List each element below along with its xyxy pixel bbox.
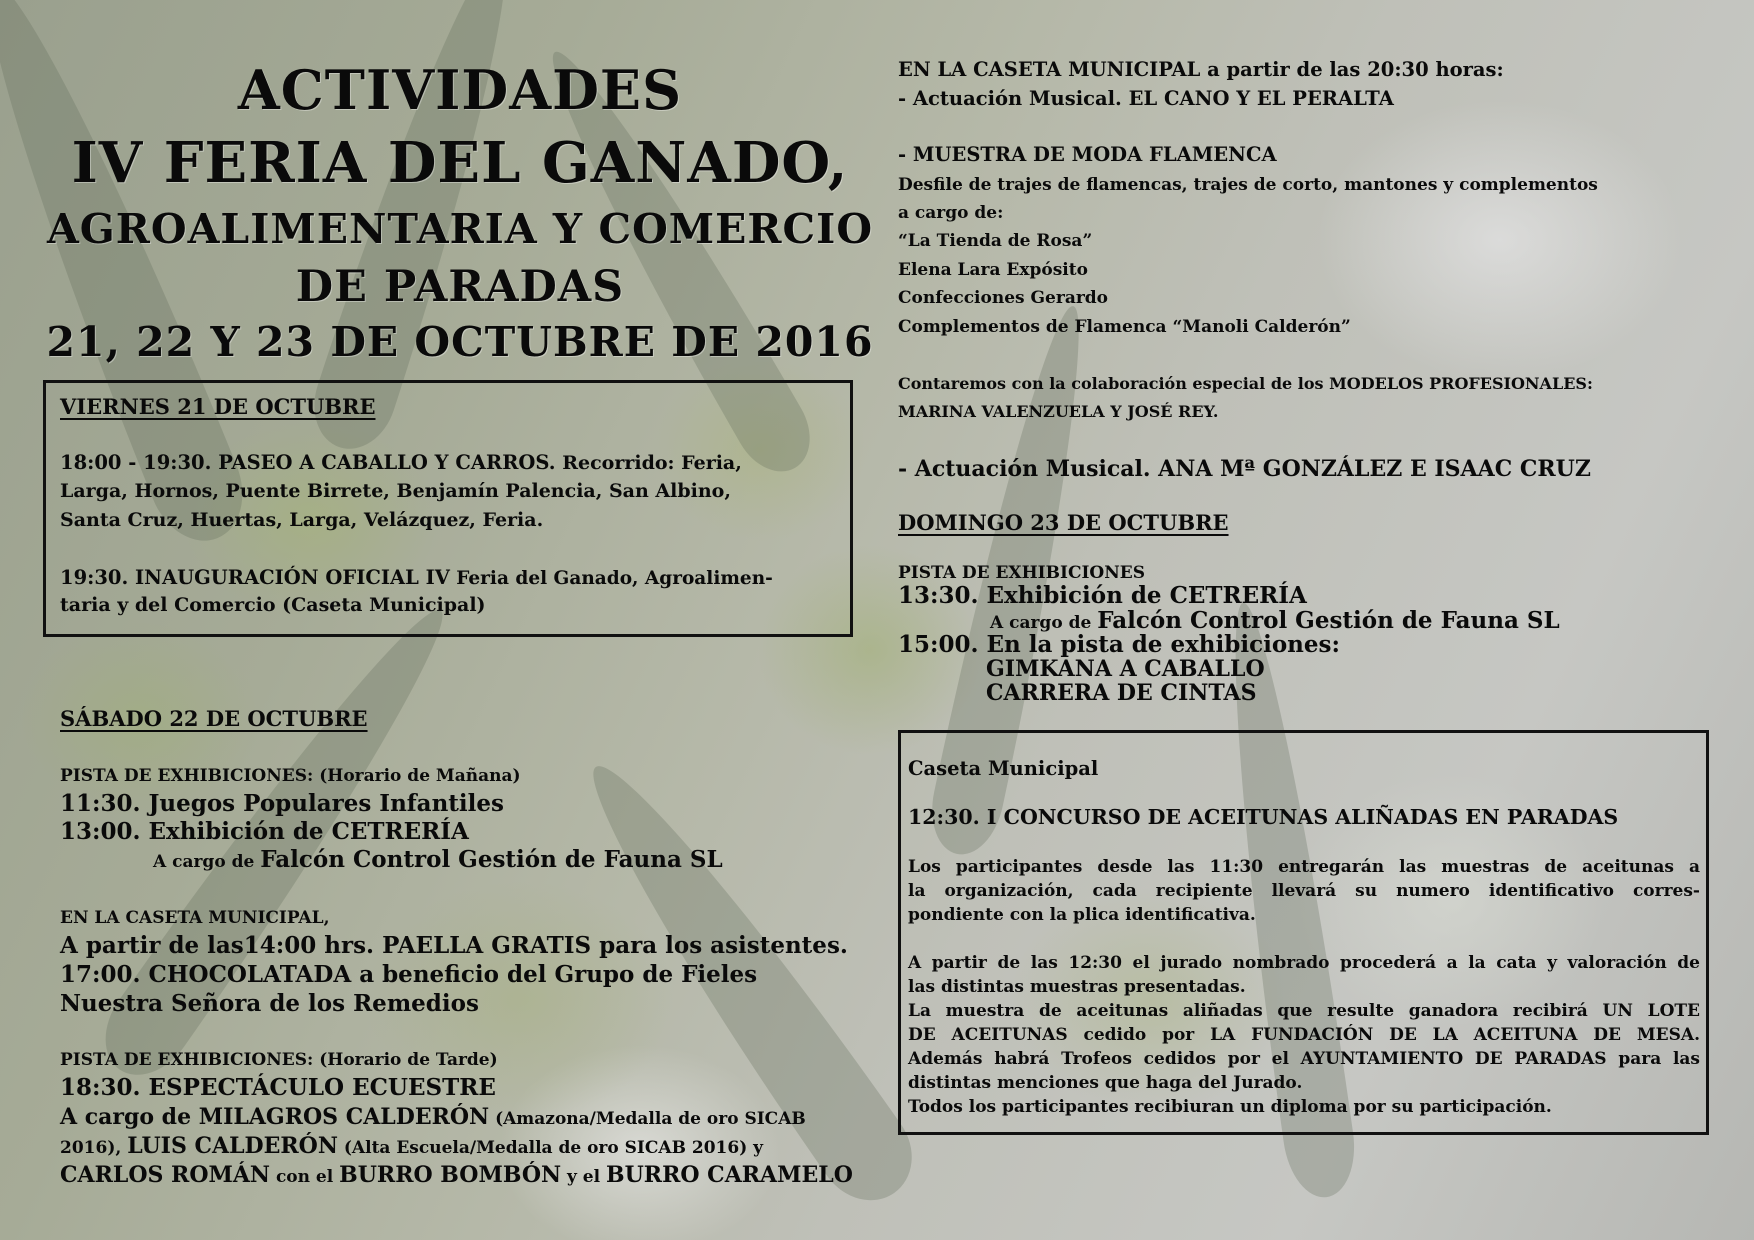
by-name: Falcón Control Gestión de Fauna SL bbox=[1097, 607, 1560, 634]
connector: y el bbox=[561, 1167, 607, 1187]
paella-suffix: para los asistentes. bbox=[591, 932, 848, 959]
contest-text: DE ACEITUNAS cedido por LA FUNDACIÓN DE LA ACEITUNA DE MESA. bbox=[908, 1025, 1700, 1045]
contest-text: A partir de las 12:30 el jurado nombrado procederá a la cata y valoración de bbox=[908, 953, 1700, 973]
performer-name: BURRO BOMBÓN bbox=[339, 1162, 562, 1188]
friday-item-1 bbox=[60, 451, 742, 474]
performer-name: BURRO CARAMELO bbox=[606, 1162, 853, 1188]
contest-text: Todos los participantes recibiuran un diploma por su participación. bbox=[908, 1097, 1552, 1117]
by-prefix: A cargo de bbox=[153, 852, 261, 872]
title-dates: 21, 22 Y 23 DE OCTUBRE DE 2016 bbox=[46, 318, 874, 366]
afternoon-note: (Horario de Tarde) bbox=[313, 1050, 498, 1070]
by-name: Falcón Control Gestión de Fauna SL bbox=[260, 846, 723, 873]
models-intro bbox=[898, 374, 1593, 393]
choco-text: a beneficio del Grupo de Fieles bbox=[351, 961, 758, 988]
music-name: ANA Mª GONZÁLEZ E ISAAC CRUZ bbox=[1158, 456, 1591, 482]
contest-text: la organización, cada recipiente llevará su numero identificativo corres- bbox=[908, 881, 1700, 901]
contest-venue: Caseta Municipal bbox=[908, 757, 1099, 780]
saturday-show-line2 bbox=[60, 1133, 763, 1159]
saturday-heading: SÁBADO 22 DE OCTUBRE bbox=[60, 706, 368, 731]
pista-label: PISTA DE EXHIBICIONES: bbox=[60, 766, 314, 786]
saturday-morning-by bbox=[153, 846, 723, 873]
morning-note: (Horario de Mañana) bbox=[313, 766, 521, 786]
performer-note: (Alta Escuela/Medalla de oro SICAB 2016) y bbox=[337, 1138, 764, 1158]
saturday-paella bbox=[60, 932, 848, 959]
friday-item-2-line2: taria y del Comercio (Caseta Municipal) bbox=[60, 594, 486, 616]
saturday-caseta-label: EN LA CASETA MUNICIPAL, bbox=[60, 908, 330, 928]
saturday-show-line3 bbox=[60, 1162, 853, 1188]
saturday-afternoon-label bbox=[60, 1050, 498, 1070]
contest-text: Los participantes desde las 11:30 entregarán las muestras de aceitunas a bbox=[908, 857, 1700, 877]
saturday-morning-label bbox=[60, 766, 521, 786]
fashion-title: - MUESTRA DE MODA FLAMENCA bbox=[898, 143, 1277, 166]
by-prefix: A cargo de bbox=[990, 613, 1098, 633]
saturday-show-title: 18:30. ESPECTÁCULO ECUESTRE bbox=[60, 1074, 496, 1101]
models-names: MARINA VALENZUELA Y JOSÉ REY. bbox=[898, 402, 1219, 421]
title-activities: ACTIVIDADES bbox=[237, 58, 683, 122]
saturday-chocolatada bbox=[60, 961, 757, 988]
models-bold: MODELOS PROFESIONALES: bbox=[1329, 374, 1593, 393]
saturday-chocolatada-line2: Nuestra Señora de los Remedios bbox=[60, 990, 479, 1017]
pista-label: PISTA DE EXHIBICIONES: bbox=[60, 1050, 314, 1070]
intro-text: a partir de las 20:30 horas: bbox=[1200, 58, 1504, 81]
sunday-item-1-by bbox=[990, 607, 1560, 634]
choco-bold: 17:00. CHOCOLATADA bbox=[60, 961, 352, 988]
title-subtitle: AGROALIMENTARIA Y COMERCIO bbox=[46, 205, 874, 253]
friday-item-1-line3: Santa Cruz, Huertas, Larga, Velázquez, Feria. bbox=[60, 509, 544, 531]
sunday-item-2-sub: GIMKANA A CABALLO bbox=[986, 656, 1265, 682]
performer-note: (Amazona/Medalla de oro SICAB bbox=[489, 1109, 806, 1129]
title-fair-name: IV FERIA DEL GANADO, bbox=[71, 130, 849, 196]
sunday-heading: DOMINGO 23 DE OCTUBRE bbox=[898, 510, 1229, 535]
friday-heading: VIERNES 21 DE OCTUBRE bbox=[60, 394, 376, 419]
music-prefix: - Actuación Musical. bbox=[898, 456, 1159, 482]
sunday-item-2-sub: CARRERA DE CINTAS bbox=[986, 680, 1257, 706]
contest-text: distintas menciones que haga del Jurado. bbox=[908, 1073, 1303, 1093]
performer-name: LUIS CALDERÓN bbox=[127, 1133, 338, 1159]
show-prefix: A cargo de bbox=[60, 1104, 199, 1130]
performer-name: MILAGROS CALDERÓN bbox=[198, 1104, 490, 1130]
saturday-morning-item-2: 13:00. Exhibición de CETRERÍA bbox=[60, 818, 469, 845]
friday-item-1-text: Recorrido: Feria, bbox=[555, 452, 742, 474]
fashion-brand: Elena Lara Expósito bbox=[898, 260, 1088, 280]
friday-item-2-bold: 19:30. INAUGURACIÓN OFICIAL IV bbox=[60, 566, 450, 589]
sunday-item-1: 13:30. Exhibición de CETRERÍA bbox=[898, 582, 1307, 609]
connector: con el bbox=[270, 1167, 340, 1187]
evening-intro bbox=[898, 58, 1504, 81]
intro-bold: EN LA CASETA MUNICIPAL bbox=[898, 58, 1201, 81]
saturday-show-line1 bbox=[60, 1104, 806, 1130]
friday-item-2-text: Feria del Ganado, Agroalimen- bbox=[449, 568, 773, 589]
contest-text: Además habrá Trofeos cedidos por el AYUNTAMIENTO DE PARADAS para las bbox=[908, 1049, 1700, 1069]
friday-item-1-bold: 18:00 - 19:30. PASEO A CABALLO Y CARROS. bbox=[60, 451, 556, 474]
contest-text: las distintas muestras presentadas. bbox=[908, 977, 1246, 997]
friday-item-2 bbox=[60, 566, 773, 589]
models-text: Contaremos con la colaboración especial de los bbox=[898, 374, 1330, 393]
contest-text: pondiente con la plica identificativa. bbox=[908, 905, 1256, 925]
fashion-by: a cargo de: bbox=[898, 203, 1004, 223]
sunday-item-2: 15:00. En la pista de exhibiciones: bbox=[898, 631, 1340, 658]
title-town: DE PARADAS bbox=[295, 262, 625, 312]
paella-prefix: A partir de las14:00 hrs. bbox=[60, 932, 383, 959]
evening-music-1: - Actuación Musical. EL CANO Y EL PERALTA bbox=[898, 87, 1394, 110]
show-prefix: 2016), bbox=[60, 1138, 128, 1158]
paella-bold: PAELLA GRATIS bbox=[382, 932, 592, 959]
fashion-desc: Desfile de trajes de flamencas, trajes de corto, mantones y complementos bbox=[898, 175, 1598, 195]
saturday-morning-item-1: 11:30. Juegos Populares Infantiles bbox=[60, 790, 504, 817]
sunday-label: PISTA DE EXHIBICIONES bbox=[898, 563, 1146, 583]
fashion-brand: “La Tienda de Rosa” bbox=[898, 231, 1093, 251]
performer-name: CARLOS ROMÁN bbox=[60, 1162, 271, 1188]
fashion-brand: Confecciones Gerardo bbox=[898, 288, 1109, 308]
friday-item-1-line2: Larga, Hornos, Puente Birrete, Benjamín Palencia, San Albino, bbox=[60, 480, 731, 502]
contest-text: La muestra de aceitunas aliñadas que resulte ganadora recibirá UN LOTE bbox=[908, 1001, 1700, 1021]
evening-music-2 bbox=[898, 456, 1591, 482]
fashion-brand: Complementos de Flamenca “Manoli Calderón” bbox=[898, 317, 1351, 337]
contest-title: 12:30. I CONCURSO DE ACEITUNAS ALIÑADAS EN PARADAS bbox=[908, 805, 1619, 829]
